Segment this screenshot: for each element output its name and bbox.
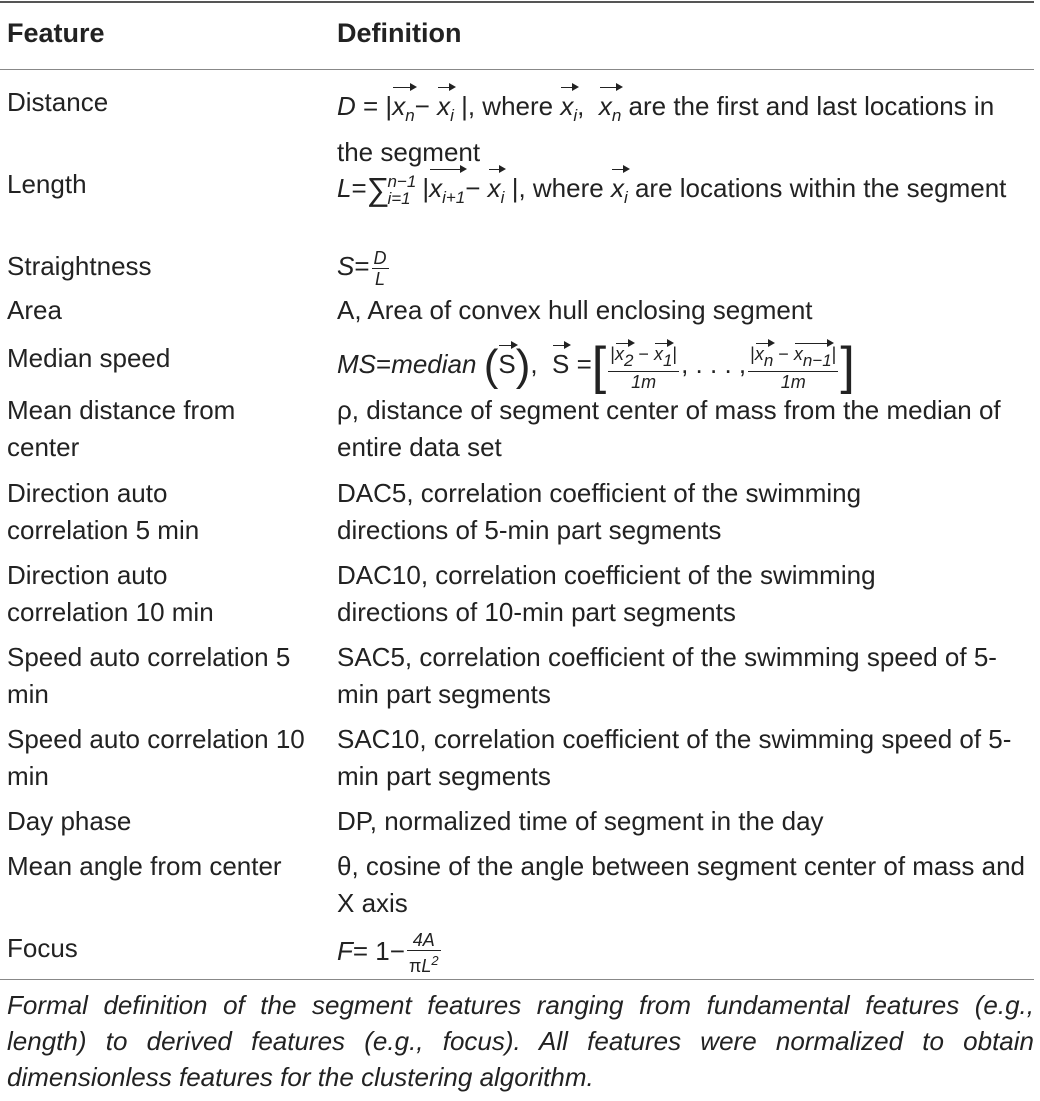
header-definition: Definition xyxy=(337,18,462,48)
length-formula: L=∑ n−1 i=1 $|x_{i+1}- x_i$ | xyxy=(337,173,518,203)
definition-cell: θ, cosine of the angle between segment center of mass and X axis xyxy=(337,851,1025,918)
definition-cell: SAC5, correlation coefficient of the swimming speed of 5-min part segments xyxy=(337,642,997,709)
feature-cell: Speed auto correlation 10 min xyxy=(7,724,305,791)
focus-formula: F= 1− $\frac{4A}{\pi L^2}$ xyxy=(337,930,439,976)
definition-cell: $D = |x_n- x_i$ |, where $x_i$, $x_n$ are the first and last locations in the segment xyxy=(337,84,1037,171)
feature-cell: Distance xyxy=(7,87,109,117)
definition-cell xyxy=(337,248,1037,289)
feature-cell: Day phase xyxy=(7,806,132,836)
table-header-rule xyxy=(0,69,1034,70)
definition-cell: SAC10, correlation coefficient of the swimming speed of 5-min part segments xyxy=(337,724,1012,791)
straightness-formula: S= $\frac{D}{L}$ xyxy=(337,248,387,289)
definition-cell: DP, normalized time of segment in the day xyxy=(337,806,824,836)
table-top-rule xyxy=(0,1,1034,3)
feature-cell: Speed auto correlation 5 min xyxy=(7,642,291,709)
feature-cell: Straightness xyxy=(7,251,152,281)
table-bottom-rule xyxy=(0,979,1034,980)
feature-cell: Median speed xyxy=(7,343,171,373)
distance-formula: $D = |x_n- x_i$ | xyxy=(337,91,468,121)
definition-cell: DAC5, correlation coefficient of the swimming directions of 5-min part segments xyxy=(337,478,862,545)
feature-cell: Direction auto correlation 10 min xyxy=(7,560,214,627)
feature-cell: Focus xyxy=(7,933,78,963)
feature-cell: Mean angle from center xyxy=(7,851,282,881)
feature-cell: Direction auto correlation 5 min xyxy=(7,478,200,545)
table-caption: Formal definition of the segment features ranging from fundamental features (e.g., length) to derived features (e.g., focus). All features were normalized to obtain dimensionless features for the clustering algorithm. xyxy=(7,990,1034,1092)
definition-cell xyxy=(337,930,1037,976)
median-speed-formula: MS=median (S), S =[ $\frac{|x2 - x1|}{1m}$ , . . . , $\frac{|xn - xn-1|}{1m}$ ] xyxy=(337,336,855,395)
definition-cell: A, Area of convex hull enclosing segment xyxy=(337,295,813,325)
definition-cell: DAC10, correlation coefficient of the swimming directions of 10-min part segments xyxy=(337,560,876,627)
feature-cell: Area xyxy=(7,295,62,325)
definition-cell xyxy=(337,336,1037,395)
definition-cell: ρ, distance of segment center of mass from the median of entire data set xyxy=(337,395,1001,462)
definition-cell: L=∑ n−1 i=1 $|x_{i+1}- x_i$ |, where $x_i$ are locations within the segment xyxy=(337,166,1037,216)
feature-cell: Mean distance from center xyxy=(7,395,236,462)
header-feature: Feature xyxy=(7,18,105,48)
feature-cell: Length xyxy=(7,169,87,199)
